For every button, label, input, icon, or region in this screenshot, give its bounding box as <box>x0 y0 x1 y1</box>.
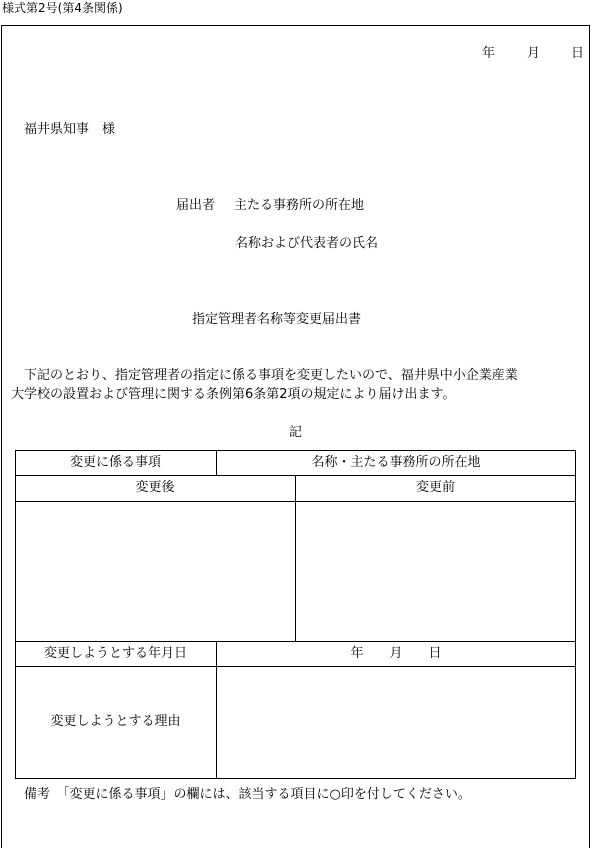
date-month-label: 月 <box>527 46 541 61</box>
change-form-table <box>15 450 576 779</box>
form-number-label: 様式第2号(第4条関係) <box>2 1 123 15</box>
body-text-line-1: 下記のとおり、指定管理者の指定に係る事項を変更したいので、福井県中小企業産業 <box>24 368 518 383</box>
change-reason-label: 変更しようとする理由 <box>50 714 181 729</box>
document-title: 指定管理者名称等変更届出書 <box>192 312 362 327</box>
table-divider <box>15 666 576 667</box>
date-year-label: 年 <box>482 46 496 61</box>
remarks-note: 備考 「変更に係る事項」の欄には、該当する項目に○印を付してください。 <box>24 787 471 802</box>
matter-value: 名称・主たる事務所の所在地 <box>311 455 481 470</box>
change-date-value: 年 月 日 <box>350 646 442 661</box>
ki-heading: 記 <box>289 425 303 440</box>
filer-name-label: 名称および代表者の氏名 <box>235 236 379 251</box>
addressee: 福井県知事 様 <box>24 122 116 137</box>
matter-label: 変更に係る事項 <box>69 455 161 470</box>
table-divider <box>295 475 296 641</box>
before-change-label: 変更前 <box>415 480 455 495</box>
filer-label: 届出者 <box>176 198 216 213</box>
table-divider <box>15 641 576 642</box>
body-text-line-2: 大学校の設置および管理に関する条例第6条第2項の規定により届け出ます。 <box>11 387 456 402</box>
filer-address-label: 主たる事務所の所在地 <box>234 198 365 213</box>
change-date-label: 変更しようとする年月日 <box>43 646 187 661</box>
date-day-label: 日 <box>571 46 585 61</box>
after-change-label: 変更後 <box>135 480 175 495</box>
